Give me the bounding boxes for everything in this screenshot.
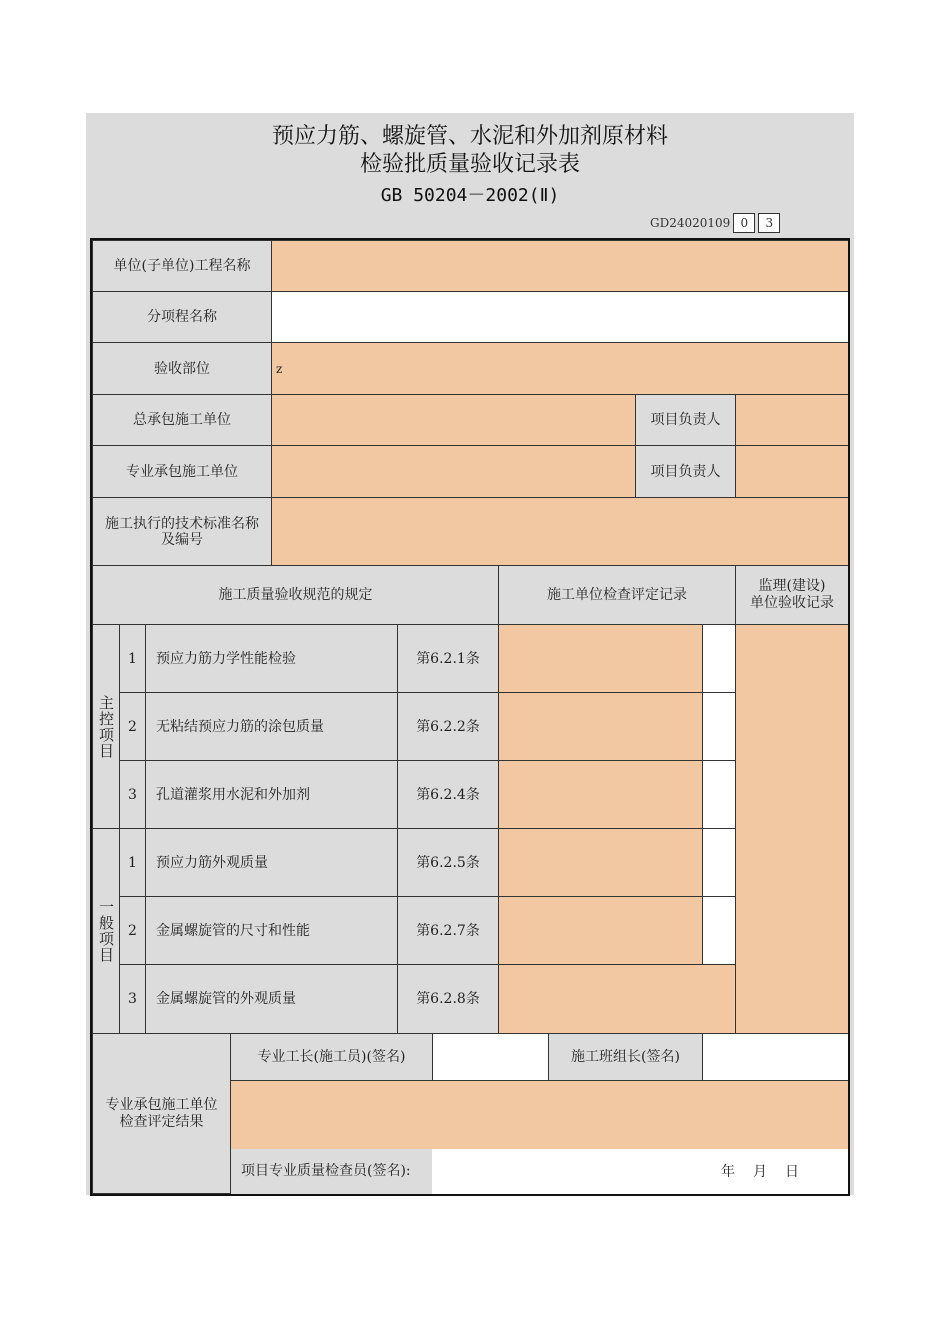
- main-item-extra[interactable]: [702, 760, 736, 829]
- foreman-label: 专业工长(施工员)(签名): [230, 1033, 433, 1081]
- subproject-label: 分项程名称: [92, 291, 272, 343]
- general-item-no: 2: [119, 896, 146, 965]
- inspector-label: 项目专业质量检查员(签名):: [230, 1149, 433, 1194]
- general-contractor-label: 总承包施工单位: [92, 394, 272, 446]
- subproject-field[interactable]: [271, 291, 849, 343]
- main-item-extra[interactable]: [702, 624, 736, 693]
- inspection-part-label: 验收部位: [92, 342, 272, 395]
- supervisor-record-header: 监理(建设) 单位验收记录: [735, 565, 849, 625]
- general-items-group-label: 一般项目: [92, 828, 120, 1034]
- result-label: 专业承包施工单位 检查评定结果: [92, 1033, 231, 1194]
- main-item-clause: 第6.2.2条: [397, 692, 499, 761]
- form-title-line2: 检验批质量验收记录表: [359, 152, 580, 177]
- general-contractor-field[interactable]: [271, 394, 636, 446]
- unit-project-field[interactable]: [271, 240, 849, 292]
- form-title-line1: 预应力筋、螺旋管、水泥和外加剂原材料: [271, 124, 668, 149]
- main-item-no: 2: [119, 692, 146, 761]
- general-item-clause: 第6.2.8条: [397, 964, 499, 1034]
- project-manager-field-1[interactable]: [735, 394, 849, 446]
- general-item-name: 金属螺旋管的尺寸和性能: [145, 896, 398, 965]
- main-item-no: 3: [119, 760, 146, 829]
- general-item-record[interactable]: [498, 964, 736, 1034]
- main-item-extra[interactable]: [702, 692, 736, 761]
- spec-header: 施工质量验收规范的规定: [92, 565, 499, 625]
- date-field[interactable]: 年 月 日: [432, 1149, 849, 1194]
- general-item-clause: 第6.2.7条: [397, 896, 499, 965]
- team-leader-label: 施工班组长(签名): [548, 1033, 703, 1081]
- project-manager-field-2[interactable]: [735, 445, 849, 498]
- general-item-record[interactable]: [498, 896, 703, 965]
- form-code-box-1[interactable]: 0: [733, 213, 755, 233]
- main-item-record[interactable]: [498, 624, 703, 693]
- main-item-no: 1: [119, 624, 146, 693]
- supervisor-record-field[interactable]: [735, 624, 849, 1034]
- general-item-name: 预应力筋外观质量: [145, 828, 398, 897]
- main-item-clause: 第6.2.4条: [397, 760, 499, 829]
- general-item-record[interactable]: [498, 828, 703, 897]
- unit-project-label: 单位(子单位)工程名称: [92, 240, 272, 292]
- standard-number: GB 50204－2002(Ⅱ): [380, 185, 560, 206]
- main-items-group-label: 主控项目: [92, 624, 120, 829]
- main-item-clause: 第6.2.1条: [397, 624, 499, 693]
- special-contractor-label: 专业承包施工单位: [92, 445, 272, 498]
- inspection-part-field[interactable]: z: [271, 342, 849, 395]
- general-item-name: 金属螺旋管的外观质量: [145, 964, 398, 1034]
- general-item-extra[interactable]: [702, 896, 736, 965]
- team-leader-signature-field[interactable]: [702, 1033, 849, 1081]
- form-code-prefix: GD24020109: [650, 216, 731, 230]
- special-contractor-field[interactable]: [271, 445, 636, 498]
- main-item-name: 孔道灌浆用水泥和外加剂: [145, 760, 398, 829]
- main-item-name: 无粘结预应力筋的涂包质量: [145, 692, 398, 761]
- project-manager-label-2: 项目负责人: [635, 445, 736, 498]
- contractor-record-header: 施工单位检查评定记录: [498, 565, 736, 625]
- form-code-box-2[interactable]: 3: [758, 213, 780, 233]
- general-item-no: 1: [119, 828, 146, 897]
- general-item-extra[interactable]: [702, 828, 736, 897]
- main-item-name: 预应力筋力学性能检验: [145, 624, 398, 693]
- project-manager-label-1: 项目负责人: [635, 394, 736, 446]
- main-item-record[interactable]: [498, 692, 703, 761]
- general-item-no: 3: [119, 964, 146, 1034]
- main-item-record[interactable]: [498, 760, 703, 829]
- form-code: [650, 212, 780, 234]
- result-field[interactable]: [230, 1080, 849, 1150]
- tech-standard-field[interactable]: [271, 497, 849, 566]
- tech-standard-label: 施工执行的技术标准名称 及编号: [92, 497, 272, 566]
- foreman-signature-field[interactable]: [432, 1033, 549, 1081]
- general-item-clause: 第6.2.5条: [397, 828, 499, 897]
